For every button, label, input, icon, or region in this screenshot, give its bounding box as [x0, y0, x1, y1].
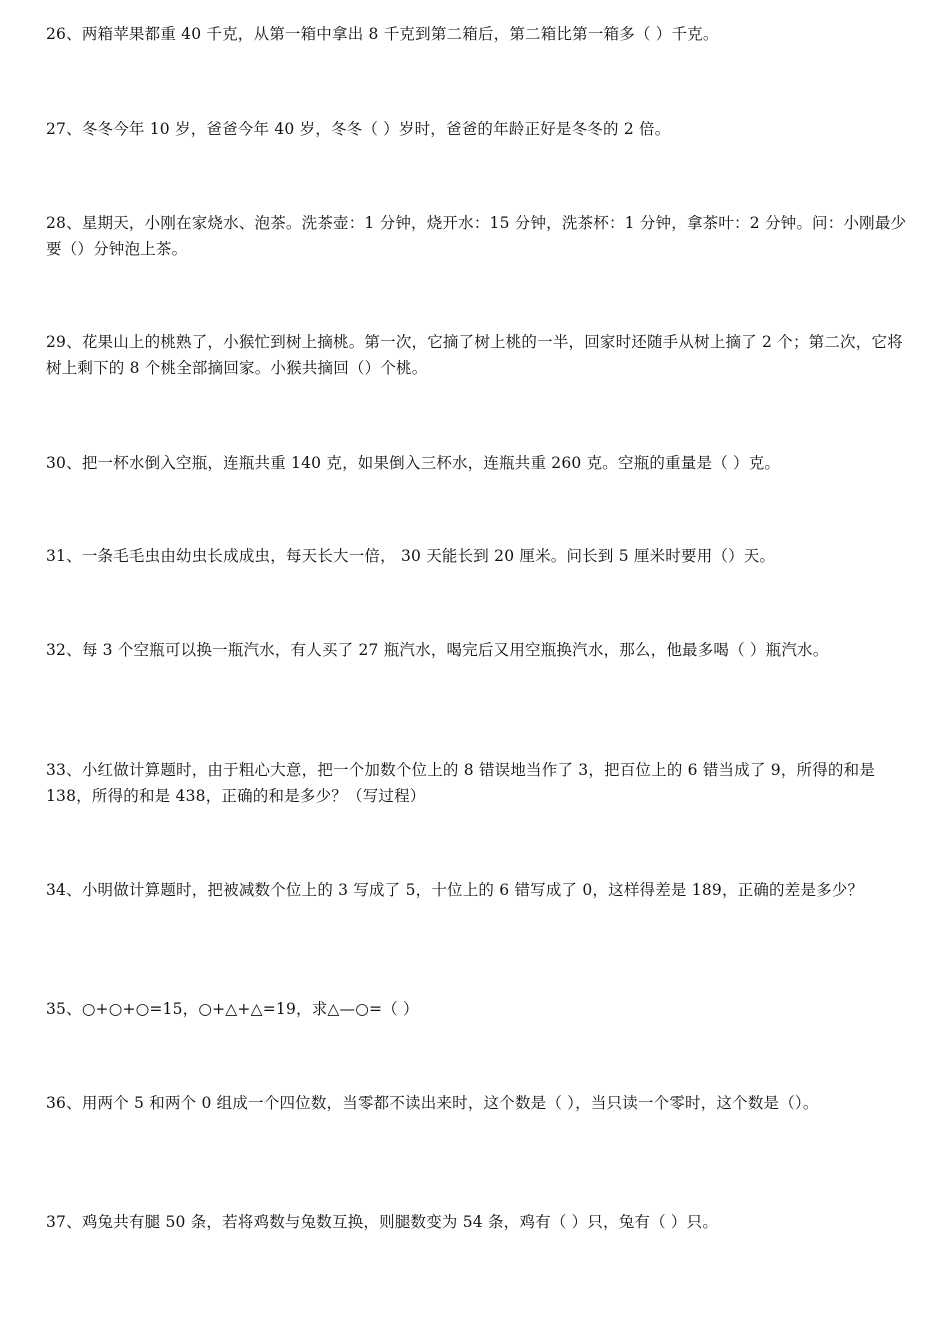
question-31: 31、一条毛毛虫由幼虫长成成虫，每天长大一倍， 30 天能长到 20 厘米。问长到 5 厘米时要用（）天。 — [46, 547, 776, 565]
question-28: 28、星期天，小刚在家烧水、泡茶。洗茶壶：1 分钟，烧开水：15 分钟，洗茶杯：1 分钟，拿茶叶：2 分钟。问：小刚最少要（）分钟泡上茶。 — [46, 214, 907, 258]
question-34: 34、小明做计算题时，把被减数个位上的 3 写成了 5，十位上的 6 错写成了 0，这样得差是 189，正确的差是多少？ — [46, 881, 864, 899]
question-26: 26、两箱苹果都重 40 千克，从第一箱中拿出 8 千克到第二箱后，第二箱比第一箱多（ ）千克。 — [46, 25, 719, 43]
question-35: 35、○+○+○=15，○+△+△=19，求△—○=（ ） — [46, 1000, 419, 1018]
question-33: 33、小红做计算题时，由于粗心大意，把一个加数个位上的 8 错误地当作了 3，把百位上的 6 错当成了 9，所得的和是 138，所得的和是 438，正确的和是多少？（写过程） — [46, 761, 876, 805]
question-29: 29、花果山上的桃熟了，小猴忙到树上摘桃。第一次，它摘了树上桃的一半，回家时还随手从树上摘了 2 个；第二次，它将树上剩下的 8 个桃全部摘回家。小猴共摘回（）个桃。 — [46, 333, 903, 377]
question-32: 32、每 3 个空瓶可以换一瓶汽水，有人买了 27 瓶汽水，喝完后又用空瓶换汽水，那么，他最多喝（ ）瓶汽水。 — [46, 641, 829, 659]
question-37: 37、鸡兔共有腿 50 条，若将鸡数与兔数互换，则腿数变为 54 条，鸡有（ ）只，兔有（ ）只。 — [46, 1213, 719, 1231]
question-36: 36、用两个 5 和两个 0 组成一个四位数，当零都不读出来时，这个数是（ ），当只读一个零时，这个数是（）。 — [46, 1094, 819, 1112]
question-27: 27、冬冬今年 10 岁，爸爸今年 40 岁，冬冬（ ）岁时，爸爸的年龄正好是冬冬的 2 倍。 — [46, 120, 671, 138]
question-30: 30、把一杯水倒入空瓶，连瓶共重 140 克，如果倒入三杯水，连瓶共重 260 克。空瓶的重量是（ ）克。 — [46, 454, 781, 472]
